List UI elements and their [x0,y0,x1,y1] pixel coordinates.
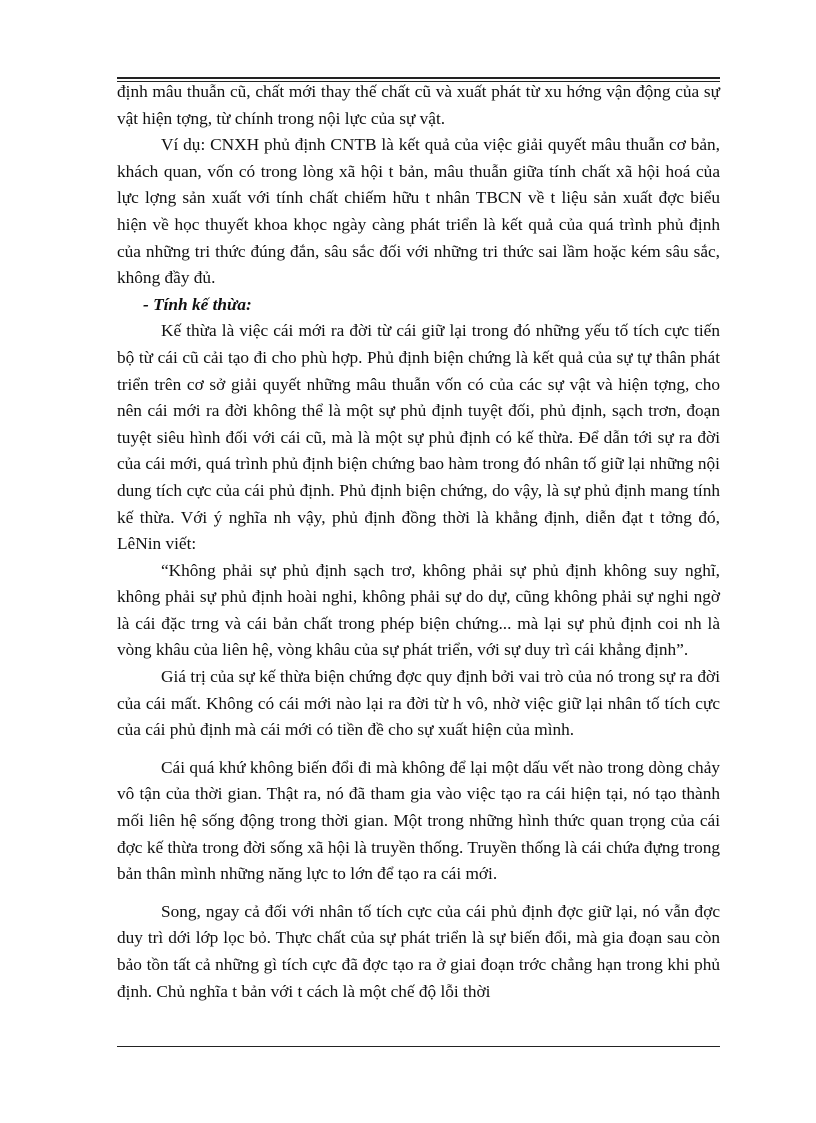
paragraph-lenin-quote: “Không phải sự phủ định sạch trơ, không phải sự phủ định không suy nghĩ, không phải sự phủ định hoài nghi, không phải sự do dự, cũng không phải sự nghi ngờ là cái đặc trng và cái bản chất trong phép biện chứng... mà lại sự phủ định coi nh là vòng khâu của liên hệ, vòng khâu của sự phát triển, với sự duy trì cái khẳng định”. [117,560,720,660]
paragraph-inheritance-definition: Kế thừa là việc cái mới ra đời từ cái giữ lại trong đó những yếu tố tích cực tiến bộ từ cái cũ cải tạo đi cho phù hợp. Phủ định biện chứng là kết quả của sự tự thân phát triển trên cơ sở giải quyết những mâu thuẫn vốn có của các sự vật và hiện tợng, cho nên cái mới ra đời không thể là một sự phủ định tuyệt đối, phủ định, sạch trơn, đoạn tuyệt siêu hình đối với cái cũ, mà là một sự phủ định có kế thừa. Để dẫn tới sự ra đời của cái mới, quá trình phủ định biện chứng bao hàm trong đó nhân tố giữ lại những nội dung tích cực của cái phủ định. Phủ định biện chứng, do vậy, là sự phủ định mang tính kế thừa. Với ý nghĩa nh vậy, phủ định đồng thời là khẳng định, diễn đạt t tởng đó, LêNin viết: [117,321,720,554]
paragraph-example: Ví dụ: CNXH phủ định CNTB là kết quả của việc giải quyết mâu thuẫn cơ bản, khách quan, vốn có trong lòng xã hội t bản, mâu thuẫn giữa tính chất xã hội hoá của lực lợng sản xuất với tính chất chiếm hữu t nhân TBCN về t liệu sản xuất đợc biểu hiện về học thuyết khoa khọc ngày càng phát triển là kết quả của quá trình phủ định của những tri thức đúng đắn, sâu sắc đối với những tri thức sai lầm hoặc kém sâu sắc, không đầy đủ. [117,135,720,288]
paragraph-retained-factors: Song, ngay cả đối với nhân tố tích cực của cái phủ định đợc giữ lại, nó vẫn đợc duy trì dới lớp lọc bỏ. Thực chất của sự phát triển là sự biến đổi, mà gia đoạn sau còn bảo tồn tất cả những gì tích cực đã đợc tạo ra ở giai đoạn trớc chẳng hạn trong khi phủ định. Chủ nghĩa t bản với t cách là một chế độ lỗi thời [117,901,720,1001]
footer-rule [117,1046,720,1047]
section-heading-inheritance: - Tính kế thừa: [143,294,252,314]
paragraph-continuation: định mâu thuẫn cũ, chất mới thay thế chất cũ và xuất phát từ xu hớng vận động của sự vật hiện tợng, từ chính trong nội lực của sự vật. [117,82,720,128]
document-body [117,79,720,1005]
paragraph-past: Cái quá khứ không biến đổi đi mà không để lại một dấu vết nào trong dòng chảy vô tận của thời gian. Thật ra, nó đã tham gia vào việc tạo ra cái hiện tại, nó tạo thành mối liên hệ sống động trong thời gian. Một trong những hình thức quan trọng của cái đợc kế thừa trong đời sống xã hội là truyền thống. Truyền thống là cái chứa đựng trong bản thân mình những năng lực to lớn để tạo ra cái mới. [117,757,720,884]
paragraph-value-of-inheritance: Giá trị của sự kế thừa biện chứng đợc quy định bởi vai trò của nó trong sự ra đời của cái mất. Không có cái mới nào lại ra đời từ h vô, nhờ việc giữ lại nhân tố tích cực của cái phủ định mà cái mới có tiền đề cho sự xuất hiện của mình. [117,667,720,740]
